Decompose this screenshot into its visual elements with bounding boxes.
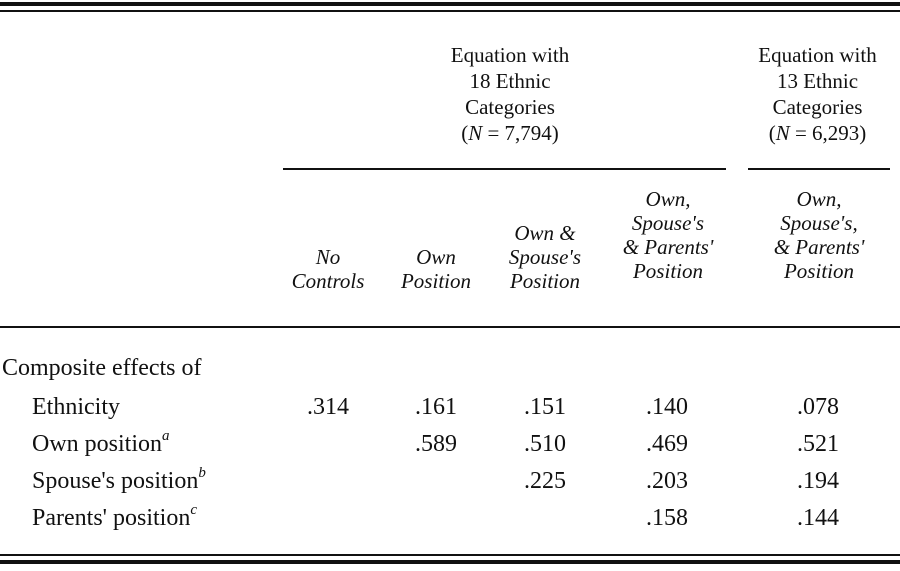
row-label-parents-position xyxy=(32,503,197,533)
row-label-text: Own position xyxy=(32,431,163,457)
cell-value: .078 xyxy=(797,394,839,420)
row-label-spouse-position xyxy=(32,466,206,496)
column-header-line: Position xyxy=(783,259,854,283)
bottom-rule-thin xyxy=(0,554,900,556)
column-header-line: Position xyxy=(400,269,471,293)
cell-value: .469 xyxy=(646,431,688,457)
group-header-n: (N = 6,293) xyxy=(768,121,867,145)
row-label-text: Parents' position xyxy=(32,505,191,531)
row-label-text: Spouse's position xyxy=(32,468,199,494)
group-header-line: 13 Ethnic xyxy=(776,69,859,93)
column-header-line: Spouse's xyxy=(508,245,582,269)
group-header-line: 18 Ethnic xyxy=(469,69,551,93)
column-header-own-spouse-parents-13 xyxy=(752,187,886,283)
section-label: Composite effects of xyxy=(2,355,202,381)
cell-value: .194 xyxy=(797,468,839,494)
cell-value: .314 xyxy=(307,394,349,420)
column-header-line: & Parents' xyxy=(773,235,865,259)
n-value: = 7,794) xyxy=(482,121,559,145)
bottom-rule-thick xyxy=(0,560,900,564)
n-symbol: N xyxy=(468,121,483,145)
column-header-own-spouse-parents-18 xyxy=(604,187,732,283)
cell-value: .151 xyxy=(524,394,566,420)
cell-value: .158 xyxy=(646,505,688,531)
cell-value: .144 xyxy=(797,505,839,531)
cell-value: .140 xyxy=(646,394,688,420)
group-underline-13-ethnic xyxy=(748,168,890,170)
cell-value: .161 xyxy=(415,394,457,420)
column-header-line: & Parents' xyxy=(622,235,714,259)
top-rule-thick xyxy=(0,2,900,6)
row-label-ethnicity xyxy=(32,392,120,422)
column-header-line: Own, xyxy=(645,187,691,211)
group-header-line: Equation with xyxy=(450,43,570,67)
n-value: = 6,293) xyxy=(789,121,867,145)
top-rule-thin xyxy=(0,10,900,12)
group-underline-18-ethnic xyxy=(283,168,726,170)
n-symbol: N xyxy=(775,121,790,145)
column-header-own-position xyxy=(386,245,486,293)
row-label-own-position xyxy=(32,429,170,459)
group-header-18-ethnic xyxy=(400,42,620,146)
cell-value: .510 xyxy=(524,431,566,457)
cell-value: .521 xyxy=(797,431,839,457)
column-header-line: No xyxy=(315,245,341,269)
group-header-line: Categories xyxy=(465,95,555,119)
column-header-line: Position xyxy=(509,269,580,293)
cell-value: .225 xyxy=(524,468,566,494)
column-header-line: Own & xyxy=(514,221,576,245)
column-header-own-spouse xyxy=(490,221,600,293)
group-header-13-ethnic xyxy=(730,42,900,146)
column-header-line: Position xyxy=(632,259,703,283)
header-bottom-rule xyxy=(0,326,900,328)
column-header-line: Own, xyxy=(796,187,842,211)
column-header-line: Spouse's, xyxy=(780,211,858,235)
cell-value: .589 xyxy=(415,431,457,457)
group-header-n: (N = 7,794) xyxy=(461,121,559,145)
cell-value: .203 xyxy=(646,468,688,494)
column-header-line: Spouse's xyxy=(631,211,705,235)
footnote-marker: c xyxy=(190,502,197,518)
group-header-line: Equation with xyxy=(758,43,877,67)
footnote-marker: a xyxy=(162,428,170,444)
footnote-marker: b xyxy=(198,465,206,481)
row-label-text: Ethnicity xyxy=(32,394,120,420)
column-header-line: Controls xyxy=(291,269,365,293)
column-header-no-controls xyxy=(278,245,378,293)
column-header-line: Own xyxy=(416,245,456,269)
group-header-line: Categories xyxy=(772,95,863,119)
